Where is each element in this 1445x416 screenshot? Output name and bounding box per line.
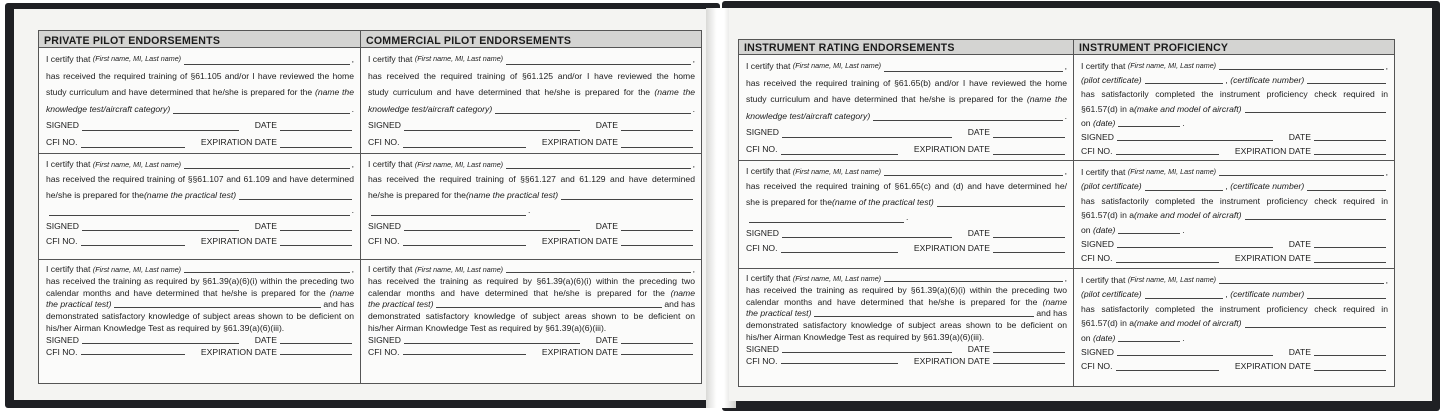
check-date-field[interactable] bbox=[1118, 126, 1180, 127]
right-endorsement-table bbox=[738, 39, 1395, 387]
date-field[interactable] bbox=[993, 137, 1065, 138]
test-name-field[interactable] bbox=[873, 120, 1062, 121]
left-page bbox=[14, 9, 712, 400]
cfi-number-field[interactable] bbox=[81, 147, 185, 148]
private-endorsement-1: I certify that (First name, MI, Last name) , has received the required training of §61.105 and/or I have reviewed the home study curriculum and have determined that he/she is prepared for the (name the knowledge test/aircraft category) . SIGNED DATE CFI NO. EXPIRATION DATE bbox=[39, 48, 361, 154]
date-field[interactable] bbox=[621, 230, 693, 231]
signed-field[interactable] bbox=[404, 230, 580, 231]
left-endorsement-table bbox=[38, 30, 702, 384]
check-date-field[interactable] bbox=[1118, 233, 1180, 234]
certificate-number-field[interactable] bbox=[1307, 190, 1386, 191]
cfi-number-field[interactable] bbox=[1116, 154, 1219, 155]
test-name-field[interactable] bbox=[436, 307, 662, 308]
expiration-date-field[interactable] bbox=[621, 354, 693, 355]
date-field[interactable] bbox=[1314, 355, 1386, 356]
expiration-date-field[interactable] bbox=[993, 252, 1065, 253]
expiration-date-field[interactable] bbox=[993, 154, 1065, 155]
date-field[interactable] bbox=[1314, 140, 1386, 141]
test-name-field[interactable] bbox=[937, 206, 1065, 207]
private-endorsement-3: I certify that (First name, MI, Last name) , has received the training as required by §61.39(a)(6)(i) within the preceding two calendar months and have determined that he/she is prepared for the (name the practical test) and has demonstrated satisfactory knowledge of subject areas shown to be deficient on his/her Airman Knowledge Test as required by §61.39(a)(6)(iii). SIGNED DATE CFI NO. EXPIRATION DATE bbox=[39, 260, 361, 383]
proficiency-check-2: I certify that (First name, MI, Last name) , (pilot certificate) , (certificate number) has satisfactorily completed the instrument proficiency check required in §61.57(d) in a (make and model of aircraft) on (date) . SIGNED DATE CFI NO. EXPIRATION DATE bbox=[1074, 161, 1394, 269]
aircraft-model-field[interactable] bbox=[1245, 112, 1387, 113]
signed-field[interactable] bbox=[82, 230, 239, 231]
date-field[interactable] bbox=[1314, 247, 1386, 248]
cfi-number-field[interactable] bbox=[781, 154, 898, 155]
date-field[interactable] bbox=[993, 237, 1065, 238]
signed-field[interactable] bbox=[782, 137, 952, 138]
pilot-name-field[interactable] bbox=[1219, 69, 1384, 70]
cfi-number-field[interactable] bbox=[403, 147, 526, 148]
student-name-field[interactable] bbox=[184, 168, 350, 169]
expiration-date-field[interactable] bbox=[1314, 370, 1386, 371]
certificate-number-field[interactable] bbox=[1307, 83, 1386, 84]
test-name-field[interactable] bbox=[114, 307, 321, 308]
pilot-name-field[interactable] bbox=[1219, 175, 1384, 176]
proficiency-check-3: I certify that (First name, MI, Last name) , (pilot certificate) , (certificate number) has satisfactorily completed the instrument proficiency check required in §61.57(d) in a (make and model of aircraft) on (date) . SIGNED DATE CFI NO. EXPIRATION DATE bbox=[1081, 275, 1388, 372]
student-name-field[interactable] bbox=[184, 272, 350, 273]
signed-field[interactable] bbox=[782, 352, 952, 353]
pilot-certificate-field[interactable] bbox=[1145, 298, 1224, 299]
header-instrument-proficiency: INSTRUMENT PROFICIENCY bbox=[1074, 40, 1394, 55]
check-date-field[interactable] bbox=[1118, 341, 1180, 342]
commercial-endorsement-1: I certify that (First name, MI, Last name) , has received the required training of §61.125 and/or I have reviewed the home study curriculum and have determined that he/she is prepared for the (name the knowledge test/aircraft category) . SIGNED DATE CFI NO. EXPIRATION DATE bbox=[361, 48, 701, 154]
signed-field[interactable] bbox=[782, 237, 952, 238]
student-name-field[interactable] bbox=[884, 175, 1063, 176]
right-page bbox=[729, 8, 1432, 401]
test-name-field[interactable] bbox=[173, 113, 349, 114]
cfi-number-field[interactable] bbox=[781, 363, 898, 364]
student-name-field[interactable] bbox=[884, 71, 1063, 72]
expiration-date-field[interactable] bbox=[280, 354, 352, 355]
date-field[interactable] bbox=[993, 352, 1065, 353]
expiration-date-field[interactable] bbox=[280, 245, 352, 246]
student-name-field[interactable] bbox=[884, 281, 1063, 282]
expiration-date-field[interactable] bbox=[621, 147, 693, 148]
cfi-number-field[interactable] bbox=[1116, 262, 1219, 263]
header-commercial-pilot: COMMERCIAL PILOT ENDORSEMENTS bbox=[361, 31, 701, 48]
signed-field[interactable] bbox=[1117, 247, 1273, 248]
pilot-name-field[interactable] bbox=[1219, 283, 1384, 284]
cfi-number-field[interactable] bbox=[403, 354, 526, 355]
pilot-certificate-field[interactable] bbox=[1145, 83, 1224, 84]
cfi-number-field[interactable] bbox=[1116, 370, 1219, 371]
instrument-endorsement-3: I certify that (First name, MI, Last name) , has received the training as required by §61.39(a)(6)(i) within the preceding two calendar months and have determined that he/she is prepared for the (name the practical test) and has demonstrated satisfactory knowledge of subject areas shown to be deficient on his/her Airman Knowledge Test as required by §61.39(a)(6)(iii). SIGNED DATE CFI NO. EXPIRATION DATE bbox=[739, 269, 1074, 386]
commercial-endorsement-3: I certify that (First name, MI, Last name) , has received the training as required by §61.39(a)(6)(i) within the preceding two calendar months and have determined that he/she is prepared for the (name the practical test) and has demonstrated satisfactory knowledge of subject areas shown to be deficient on his/her Airman Knowledge Test as required by §61.39(a)(6)(iii). SIGNED DATE CFI NO. EXPIRATION DATE bbox=[368, 264, 695, 357]
certificate-number-field[interactable] bbox=[1307, 298, 1386, 299]
commercial-endorsement-2: I certify that (First name, MI, Last name) , has received the required training of §§61.127 and 61.129 and have determined he/she is prepared for the (name the practical test) . SIGNED DATE CFI NO. EXPIRATION DATE bbox=[361, 154, 701, 260]
student-name-field[interactable] bbox=[506, 64, 691, 65]
cfi-number-field[interactable] bbox=[781, 252, 898, 253]
proficiency-check-1: I certify that (First name, MI, Last name) , (pilot certificate) , (certificate number) has satisfactorily completed the instrument proficiency check required in §61.57(d) in a (make and model of aircraft) on (date) . SIGNED DATE CFI NO. EXPIRATION DATE bbox=[1074, 55, 1394, 161]
instrument-endorsement-1: I certify that (First name, MI, Last name) , has received the required training of §61.65(b) and/or I have reviewed the home study curriculum and have determined that he/she is prepared for the (name the knowledge test/aircraft category) . SIGNED DATE CFI NO. EXPIRATION DATE bbox=[739, 55, 1074, 161]
header-instrument-rating: INSTRUMENT RATING ENDORSEMENTS bbox=[739, 40, 1074, 55]
expiration-date-field[interactable] bbox=[280, 147, 352, 148]
expiration-date-field[interactable] bbox=[621, 245, 693, 246]
date-field[interactable] bbox=[280, 343, 352, 344]
expiration-date-field[interactable] bbox=[993, 363, 1065, 364]
pilot-certificate-field[interactable] bbox=[1145, 190, 1224, 191]
continuation-field[interactable] bbox=[371, 215, 526, 216]
student-name-field[interactable] bbox=[506, 168, 691, 169]
cfi-number-field[interactable] bbox=[81, 245, 185, 246]
date-field[interactable] bbox=[280, 130, 352, 131]
signed-field[interactable] bbox=[82, 343, 239, 344]
signed-field[interactable] bbox=[1117, 355, 1273, 356]
student-name-field[interactable] bbox=[506, 272, 691, 273]
date-field[interactable] bbox=[621, 343, 693, 344]
date-field[interactable] bbox=[621, 130, 693, 131]
test-name-field[interactable] bbox=[239, 199, 352, 200]
private-endorsement-2: I certify that (First name, MI, Last name) , has received the required training of §§61.107 and 61.109 and have determined he/she is prepared for the (name the practical test) . SIGNED DATE CFI NO. EXPIRATION DATE bbox=[39, 154, 361, 260]
cfi-number-field[interactable] bbox=[403, 245, 526, 246]
test-name-field[interactable] bbox=[561, 199, 693, 200]
student-name-field[interactable] bbox=[184, 64, 350, 65]
signed-field[interactable] bbox=[82, 130, 239, 131]
test-name-field[interactable] bbox=[814, 316, 1034, 317]
date-field[interactable] bbox=[280, 230, 352, 231]
aircraft-model-field[interactable] bbox=[1245, 327, 1387, 328]
signed-field[interactable] bbox=[404, 343, 580, 344]
instrument-endorsement-2: I certify that (First name, MI, Last name) , has received the required training of §61.65(c) and (d) and have determined he/ she is prepared for the (name of the practical test) . SIGNED DATE CFI NO. EXPIRATION DATE bbox=[739, 161, 1074, 269]
signed-field[interactable] bbox=[1117, 140, 1273, 141]
header-private-pilot: PRIVATE PILOT ENDORSEMENTS bbox=[39, 31, 361, 48]
continuation-field[interactable] bbox=[49, 215, 350, 216]
continuation-field[interactable] bbox=[749, 222, 904, 223]
cfi-number-field[interactable] bbox=[81, 354, 185, 355]
expiration-date-field[interactable] bbox=[1314, 262, 1386, 263]
signed-field[interactable] bbox=[404, 130, 580, 131]
aircraft-model-field[interactable] bbox=[1245, 219, 1387, 220]
expiration-date-field[interactable] bbox=[1314, 154, 1386, 155]
test-name-field[interactable] bbox=[495, 113, 690, 114]
